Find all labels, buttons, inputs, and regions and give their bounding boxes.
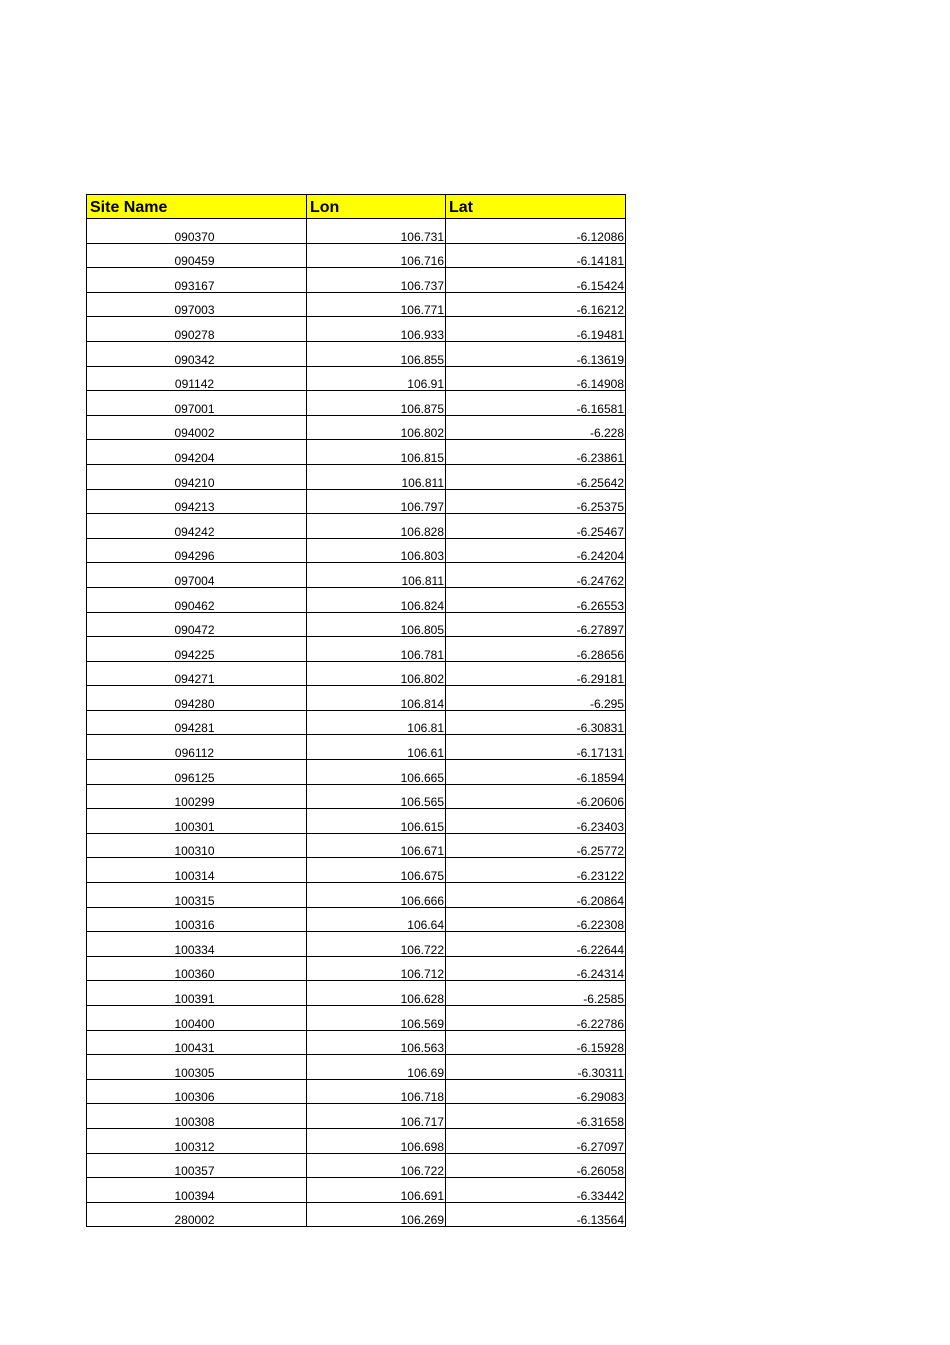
table-row bbox=[87, 219, 626, 244]
table-row bbox=[87, 760, 626, 785]
site-name-cell: 100299 bbox=[87, 784, 307, 809]
lat-cell: -6.28656 bbox=[446, 637, 626, 662]
table-row bbox=[87, 1178, 626, 1203]
lat-cell: -6.30311 bbox=[446, 1055, 626, 1080]
table-row bbox=[87, 415, 626, 440]
lat-cell: -6.20864 bbox=[446, 883, 626, 908]
site-name-cell: 090278 bbox=[87, 317, 307, 342]
table-row bbox=[87, 907, 626, 932]
lon-cell: 106.875 bbox=[307, 391, 446, 416]
lat-cell: -6.27897 bbox=[446, 612, 626, 637]
site-name-cell: 100308 bbox=[87, 1104, 307, 1129]
table-row bbox=[87, 341, 626, 366]
table-row bbox=[87, 784, 626, 809]
table-row bbox=[87, 317, 626, 342]
lon-cell: 106.569 bbox=[307, 1006, 446, 1031]
site-name-cell: 090462 bbox=[87, 587, 307, 612]
table-row bbox=[87, 1055, 626, 1080]
lat-cell: -6.25642 bbox=[446, 464, 626, 489]
site-name-cell: 100357 bbox=[87, 1153, 307, 1178]
lat-cell: -6.295 bbox=[446, 686, 626, 711]
lon-cell: 106.691 bbox=[307, 1178, 446, 1203]
lon-cell: 106.811 bbox=[307, 464, 446, 489]
lat-cell: -6.18594 bbox=[446, 760, 626, 785]
lat-cell: -6.13619 bbox=[446, 341, 626, 366]
lat-cell: -6.26058 bbox=[446, 1153, 626, 1178]
site-name-cell: 100400 bbox=[87, 1006, 307, 1031]
lat-cell: -6.24762 bbox=[446, 563, 626, 588]
site-name-cell: 100312 bbox=[87, 1128, 307, 1153]
table-row bbox=[87, 292, 626, 317]
lat-cell: -6.16212 bbox=[446, 292, 626, 317]
lon-cell: 106.771 bbox=[307, 292, 446, 317]
lon-cell: 106.712 bbox=[307, 956, 446, 981]
lat-cell: -6.19481 bbox=[446, 317, 626, 342]
header-row bbox=[87, 195, 626, 219]
table-row bbox=[87, 956, 626, 981]
lat-cell: -6.29083 bbox=[446, 1079, 626, 1104]
lon-cell: 106.933 bbox=[307, 317, 446, 342]
lon-cell: 106.269 bbox=[307, 1202, 446, 1227]
lon-cell: 106.802 bbox=[307, 415, 446, 440]
header-lon: Lon bbox=[307, 195, 446, 219]
table-row bbox=[87, 710, 626, 735]
lon-cell: 106.805 bbox=[307, 612, 446, 637]
lon-cell: 106.803 bbox=[307, 538, 446, 563]
lon-cell: 106.565 bbox=[307, 784, 446, 809]
table-row bbox=[87, 686, 626, 711]
table-row bbox=[87, 1153, 626, 1178]
lon-cell: 106.716 bbox=[307, 243, 446, 268]
table-row bbox=[87, 1030, 626, 1055]
site-name-cell: 100316 bbox=[87, 907, 307, 932]
lat-cell: -6.16581 bbox=[446, 391, 626, 416]
lon-cell: 106.722 bbox=[307, 932, 446, 957]
lon-cell: 106.698 bbox=[307, 1128, 446, 1153]
lat-cell: -6.23861 bbox=[446, 440, 626, 465]
site-name-cell: 097003 bbox=[87, 292, 307, 317]
lon-cell: 106.61 bbox=[307, 735, 446, 760]
table-row bbox=[87, 1104, 626, 1129]
site-name-cell: 100314 bbox=[87, 858, 307, 883]
site-name-cell: 097004 bbox=[87, 563, 307, 588]
lon-cell: 106.737 bbox=[307, 268, 446, 293]
site-name-cell: 094204 bbox=[87, 440, 307, 465]
lon-cell: 106.828 bbox=[307, 514, 446, 539]
site-name-cell: 100431 bbox=[87, 1030, 307, 1055]
table-row bbox=[87, 883, 626, 908]
lat-cell: -6.13564 bbox=[446, 1202, 626, 1227]
lat-cell: -6.12086 bbox=[446, 219, 626, 244]
table-row bbox=[87, 366, 626, 391]
site-name-cell: 280002 bbox=[87, 1202, 307, 1227]
table-row bbox=[87, 735, 626, 760]
table-row bbox=[87, 809, 626, 834]
lat-cell: -6.23403 bbox=[446, 809, 626, 834]
site-name-cell: 094213 bbox=[87, 489, 307, 514]
site-name-cell: 094271 bbox=[87, 661, 307, 686]
lon-cell: 106.64 bbox=[307, 907, 446, 932]
site-name-cell: 100305 bbox=[87, 1055, 307, 1080]
table-row bbox=[87, 440, 626, 465]
lat-cell: -6.22308 bbox=[446, 907, 626, 932]
lon-cell: 106.718 bbox=[307, 1079, 446, 1104]
lon-cell: 106.811 bbox=[307, 563, 446, 588]
lat-cell: -6.22644 bbox=[446, 932, 626, 957]
lon-cell: 106.855 bbox=[307, 341, 446, 366]
site-name-cell: 090459 bbox=[87, 243, 307, 268]
table-row bbox=[87, 243, 626, 268]
lat-cell: -6.25772 bbox=[446, 833, 626, 858]
table-row bbox=[87, 858, 626, 883]
site-name-cell: 096112 bbox=[87, 735, 307, 760]
lon-cell: 106.69 bbox=[307, 1055, 446, 1080]
lat-cell: -6.25467 bbox=[446, 514, 626, 539]
lat-cell: -6.14181 bbox=[446, 243, 626, 268]
header-lat: Lat bbox=[446, 195, 626, 219]
lon-cell: 106.824 bbox=[307, 587, 446, 612]
table-row bbox=[87, 1079, 626, 1104]
lat-cell: -6.2585 bbox=[446, 981, 626, 1006]
site-name-cell: 093167 bbox=[87, 268, 307, 293]
site-name-cell: 100301 bbox=[87, 809, 307, 834]
table-row bbox=[87, 563, 626, 588]
lat-cell: -6.22786 bbox=[446, 1006, 626, 1031]
site-name-cell: 090342 bbox=[87, 341, 307, 366]
lon-cell: 106.91 bbox=[307, 366, 446, 391]
lon-cell: 106.666 bbox=[307, 883, 446, 908]
table-row bbox=[87, 932, 626, 957]
table-row bbox=[87, 391, 626, 416]
header-site-name: Site Name bbox=[87, 195, 307, 219]
lat-cell: -6.29181 bbox=[446, 661, 626, 686]
lat-cell: -6.31658 bbox=[446, 1104, 626, 1129]
lon-cell: 106.722 bbox=[307, 1153, 446, 1178]
site-name-cell: 094280 bbox=[87, 686, 307, 711]
lat-cell: -6.228 bbox=[446, 415, 626, 440]
table-row bbox=[87, 612, 626, 637]
site-coordinates-table bbox=[86, 194, 626, 1227]
table-row bbox=[87, 538, 626, 563]
site-name-cell: 094210 bbox=[87, 464, 307, 489]
site-name-cell: 100306 bbox=[87, 1079, 307, 1104]
table-row bbox=[87, 464, 626, 489]
lat-cell: -6.33442 bbox=[446, 1178, 626, 1203]
table-row bbox=[87, 587, 626, 612]
lon-cell: 106.717 bbox=[307, 1104, 446, 1129]
lon-cell: 106.671 bbox=[307, 833, 446, 858]
lon-cell: 106.665 bbox=[307, 760, 446, 785]
table-row bbox=[87, 637, 626, 662]
site-name-cell: 100334 bbox=[87, 932, 307, 957]
lat-cell: -6.26553 bbox=[446, 587, 626, 612]
lon-cell: 106.781 bbox=[307, 637, 446, 662]
site-name-cell: 097001 bbox=[87, 391, 307, 416]
lat-cell: -6.27097 bbox=[446, 1128, 626, 1153]
site-name-cell: 096125 bbox=[87, 760, 307, 785]
site-name-cell: 100315 bbox=[87, 883, 307, 908]
site-name-cell: 094002 bbox=[87, 415, 307, 440]
lon-cell: 106.802 bbox=[307, 661, 446, 686]
site-name-cell: 094281 bbox=[87, 710, 307, 735]
table-row bbox=[87, 981, 626, 1006]
lat-cell: -6.24314 bbox=[446, 956, 626, 981]
lat-cell: -6.15928 bbox=[446, 1030, 626, 1055]
lon-cell: 106.797 bbox=[307, 489, 446, 514]
site-name-cell: 091142 bbox=[87, 366, 307, 391]
site-name-cell: 090472 bbox=[87, 612, 307, 637]
lon-cell: 106.814 bbox=[307, 686, 446, 711]
site-name-cell: 100394 bbox=[87, 1178, 307, 1203]
lon-cell: 106.615 bbox=[307, 809, 446, 834]
table-row bbox=[87, 268, 626, 293]
table-body bbox=[87, 219, 626, 1227]
lon-cell: 106.815 bbox=[307, 440, 446, 465]
site-name-cell: 090370 bbox=[87, 219, 307, 244]
lat-cell: -6.30831 bbox=[446, 710, 626, 735]
table-row bbox=[87, 661, 626, 686]
lon-cell: 106.628 bbox=[307, 981, 446, 1006]
site-name-cell: 094225 bbox=[87, 637, 307, 662]
table-row bbox=[87, 833, 626, 858]
lat-cell: -6.20606 bbox=[446, 784, 626, 809]
table-row bbox=[87, 514, 626, 539]
site-name-cell: 100310 bbox=[87, 833, 307, 858]
table-row bbox=[87, 1006, 626, 1031]
table-row bbox=[87, 1202, 626, 1227]
lon-cell: 106.81 bbox=[307, 710, 446, 735]
site-name-cell: 100360 bbox=[87, 956, 307, 981]
lon-cell: 106.731 bbox=[307, 219, 446, 244]
lat-cell: -6.25375 bbox=[446, 489, 626, 514]
table-row bbox=[87, 1128, 626, 1153]
lat-cell: -6.24204 bbox=[446, 538, 626, 563]
table-row bbox=[87, 489, 626, 514]
lat-cell: -6.17131 bbox=[446, 735, 626, 760]
site-name-cell: 100391 bbox=[87, 981, 307, 1006]
lat-cell: -6.23122 bbox=[446, 858, 626, 883]
site-name-cell: 094242 bbox=[87, 514, 307, 539]
lat-cell: -6.14908 bbox=[446, 366, 626, 391]
lat-cell: -6.15424 bbox=[446, 268, 626, 293]
lon-cell: 106.675 bbox=[307, 858, 446, 883]
site-name-cell: 094296 bbox=[87, 538, 307, 563]
lon-cell: 106.563 bbox=[307, 1030, 446, 1055]
